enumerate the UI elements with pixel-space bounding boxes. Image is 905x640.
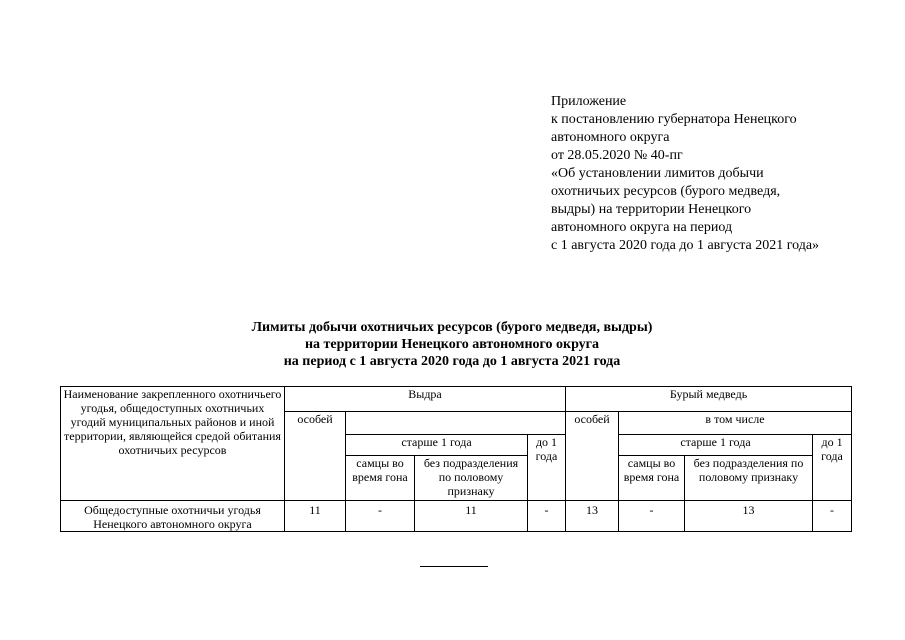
document-title: [150, 319, 754, 370]
appendix-line: автономного округа на период: [551, 220, 733, 235]
otter-males-header: самцы во время гона: [346, 456, 415, 501]
title-line: Лимиты добычи охотничьих ресурсов (бурого медведя, выдры): [251, 320, 653, 335]
bear-males-cell: -: [619, 501, 685, 532]
footer-divider: [420, 566, 488, 567]
appendix-block: [551, 93, 891, 255]
appendix-line: автономного округа: [551, 130, 670, 145]
otter-total-cell: 11: [285, 501, 346, 532]
bear-individuals-header: особей: [566, 412, 619, 501]
title-line: на период с 1 августа 2020 года до 1 августа 2021 года: [283, 354, 621, 369]
appendix-line: к постановлению губернатора Ненецкого: [551, 112, 797, 127]
bear-under-header: до 1 года: [813, 435, 852, 501]
appendix-line: с 1 августа 2020 года до 1 августа 2021 года»: [551, 238, 820, 253]
otter-header: Выдра: [285, 387, 566, 412]
bear-header: Бурый медведь: [566, 387, 852, 412]
bear-nosex-cell: 13: [685, 501, 813, 532]
bear-nosex-header: без подразделения по половому признаку: [685, 456, 813, 501]
bear-older-header: старше 1 года: [619, 435, 813, 456]
otter-empty-cell: [346, 412, 566, 435]
limits-table: [60, 386, 852, 532]
otter-individuals-header: особей: [285, 412, 346, 501]
bear-including-header: в том числе: [619, 412, 852, 435]
appendix-line: охотничьих ресурсов (бурого медведя,: [551, 184, 781, 199]
appendix-line: от 28.05.2020 № 40-пг: [551, 148, 683, 163]
row-name: Общедоступные охотничьи угодья Ненецкого автономного округа: [61, 501, 285, 532]
bear-males-header: самцы во время гона: [619, 456, 685, 501]
appendix-line: Приложение: [551, 94, 627, 109]
table-row: [61, 501, 852, 532]
title-line: на территории Ненецкого автономного округа: [304, 337, 600, 352]
appendix-line: «Об установлении лимитов добычи: [551, 166, 764, 181]
otter-males-cell: -: [346, 501, 415, 532]
otter-under-header: до 1 года: [528, 435, 566, 501]
otter-nosex-cell: 11: [415, 501, 528, 532]
appendix-line: выдры) на территории Ненецкого: [551, 202, 752, 217]
otter-under-cell: -: [528, 501, 566, 532]
bear-under-cell: -: [813, 501, 852, 532]
name-column-header: Наименование закрепленного охотничьего угодья, общедоступных охотничьих угодий муниципальных районов и иной территории, являющейся средой обитания охотничьих ресурсов: [61, 387, 285, 501]
otter-older-header: старше 1 года: [346, 435, 528, 456]
otter-nosex-header: без подразделения по половому признаку: [415, 456, 528, 501]
bear-total-cell: 13: [566, 501, 619, 532]
